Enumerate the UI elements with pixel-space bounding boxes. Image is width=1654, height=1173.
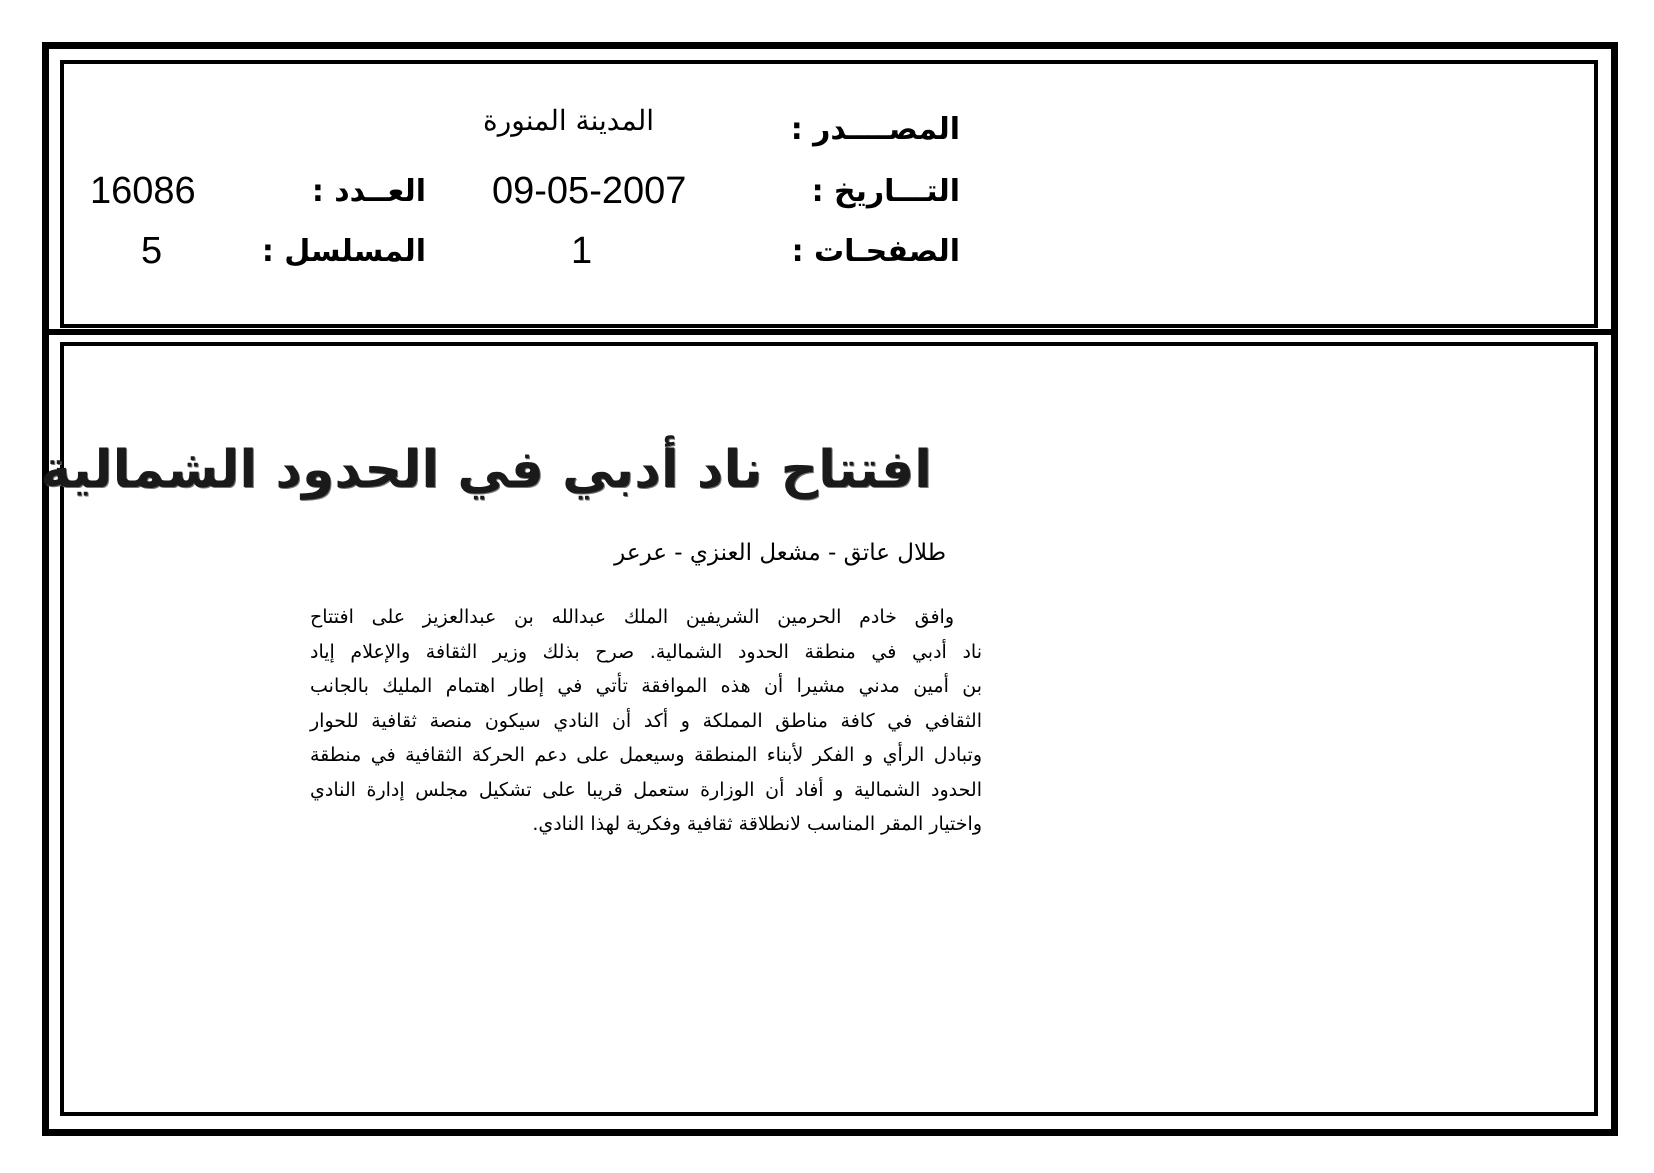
serial-value: 5: [141, 230, 163, 272]
pages-label: الصفحـات :: [791, 234, 960, 269]
article-byline: طلال عاتق - مشعل العنزي - عرعر: [614, 540, 946, 566]
source-label: المصــــدر :: [790, 112, 960, 147]
article-line-6: الحدود الشمالية و أفاد أن الوزارة ستعمل قريبا على تشكيل مجلس إدارة النادي: [310, 778, 982, 801]
source-value: المدينة المنورة: [483, 104, 654, 137]
serial-label: المسلسل :: [261, 234, 426, 269]
article-line-7: واختيار المقر المناسب لانطلاقة ثقافية وفكرية لهذا النادي.: [532, 813, 982, 835]
article-line-3: بن أمين مدني مشيرا أن هذه الموافقة تأتي في إطار اهتمام المليك بالجانب: [310, 675, 982, 697]
date-value: 09-05-2007: [492, 170, 687, 212]
pages-value: 1: [571, 230, 593, 272]
issue-label: العــدد :: [311, 174, 426, 209]
issue-value: 16086: [90, 170, 196, 212]
article-line-2: ناد أدبي في منطقة الحدود الشمالية. صرح بذلك وزير الثقافة والإعلام إياد: [310, 640, 982, 663]
article-line-1: وافق خادم الحرمين الشريفين الملك عبدالله بن عبدالعزيز على افتتاح: [310, 606, 954, 628]
article-body: [310, 600, 982, 842]
article-line-5: وتبادل الرأي و الفكر لأبناء المنطقة وسيعمل على دعم الحركة الثقافية في منطقة: [310, 744, 982, 766]
article-title: افتتاح ناد أدبي في الحدود الشمالية: [40, 440, 932, 500]
date-label: التـــاريخ :: [811, 174, 960, 209]
header-divider: [48, 329, 1612, 335]
article-line-4: الثقافي في كافة مناطق المملكة و أكد أن النادي سيكون منصة ثقافية للحوار: [310, 709, 982, 732]
